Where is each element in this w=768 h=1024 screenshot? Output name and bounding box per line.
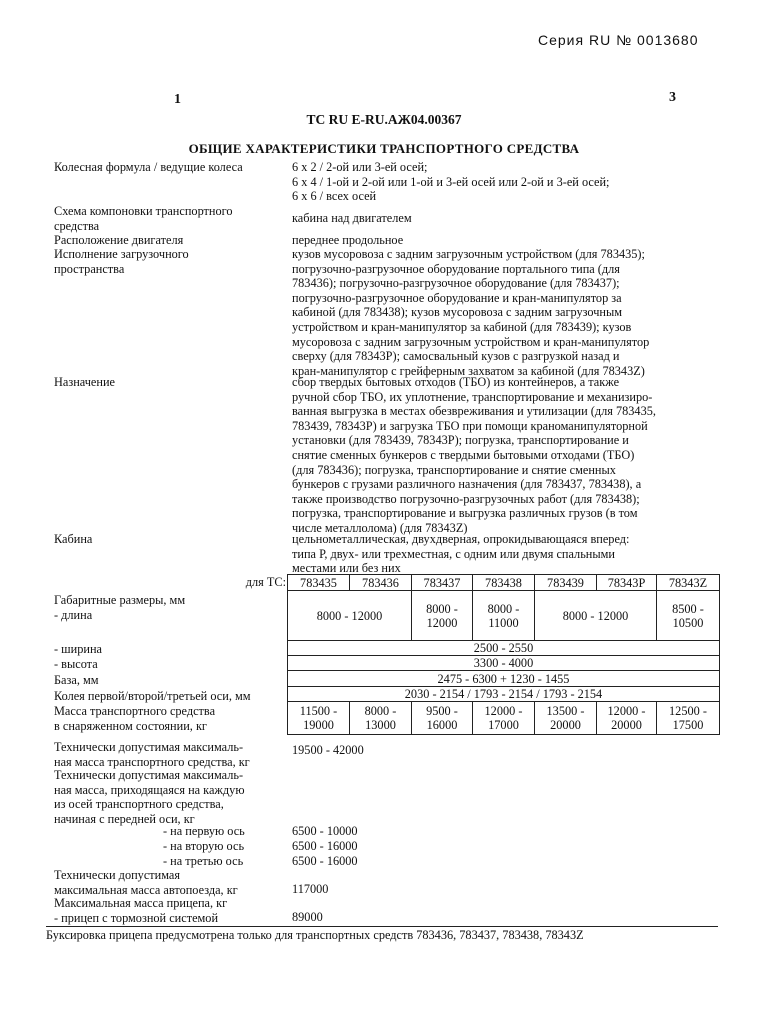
cell-line: 12000: [426, 615, 458, 630]
cell-line: 12500 -: [669, 704, 707, 718]
curb-mass-cell: [535, 702, 597, 735]
label-line: из осей транспортного средства,: [54, 797, 224, 812]
wheelbase-cell: 2475 - 6300 + 1230 - 1455: [288, 671, 720, 687]
curb-mass-cell: [597, 702, 657, 735]
track-cell: 2030 - 2154 / 1793 - 2154 / 1793 - 2154: [288, 687, 720, 702]
label-line: ная масса транспортного средства, кг: [54, 754, 250, 769]
text-line: кабиной (для 783438); кузов мусоровоза с задним загрузочным: [292, 305, 623, 320]
axle-mass-label: [54, 768, 286, 826]
wheel-formula-line: 6 х 6 / всех осей: [292, 189, 377, 204]
text-line: погрузка, транспортирование и выгрузка различных грузов (в том: [292, 506, 638, 521]
curb-mass-label: [54, 704, 286, 733]
cell-line: 8000 -: [364, 704, 397, 718]
label-line: Масса транспортного средства: [54, 704, 216, 718]
length-cell: [657, 591, 720, 641]
text-line: 783436); погрузочно-разгрузочное оборудование (для 783437);: [292, 276, 620, 291]
axle-first-label: - на первую ось: [163, 824, 245, 838]
model-cell: 783435: [288, 575, 350, 591]
engine-position-label: Расположение двигателя: [54, 233, 184, 247]
text-line: кран-манипулятор с грейферным захватом за кабиной (для 78343Z): [292, 363, 645, 378]
cell-line: 13500 -: [546, 704, 585, 718]
max-mass-label: [54, 740, 286, 769]
length-cell: [473, 591, 535, 641]
text-line: ручной сбор ТБО, их уплотнение, транспортирование и механизиро-: [292, 389, 653, 404]
text-line: типа Р, двух- или трехместная, с одним или двумя спальными: [292, 546, 616, 561]
text-line: погрузочно-разгрузочное оборудование портального типа (для: [292, 261, 620, 276]
cell-line: 9500 -: [426, 704, 458, 718]
text-line: местами или без них: [292, 561, 401, 576]
wheelbase-label: База, мм: [54, 673, 99, 687]
axle-second-label: - на вторую ось: [163, 839, 245, 853]
page-number-left: 1: [174, 92, 181, 107]
max-mass-value: 19500 - 42000: [292, 743, 364, 757]
cabin-label: Кабина: [54, 532, 93, 546]
label-line: пространства: [54, 261, 125, 276]
curb-mass-cell: [350, 702, 412, 735]
text-line: установки (для 783439, 78343Р); погрузка, транспортирование и: [292, 433, 629, 448]
cell-line: 12000 -: [607, 704, 646, 718]
model-cell: 783438: [473, 575, 535, 591]
cell-line: 8000 -: [487, 601, 520, 616]
cell-line: 16000: [426, 718, 458, 732]
page-number-right: 3: [669, 90, 676, 105]
length-cell: 8000 - 12000: [535, 591, 657, 641]
width-label: - ширина: [54, 642, 102, 656]
model-cell: 78343Р: [597, 575, 657, 591]
dimensions-table: [287, 574, 720, 735]
footer-divider: [46, 926, 718, 927]
axle-third-value: 6500 - 16000: [292, 854, 358, 868]
label-line: Технически допустимая максималь-: [54, 740, 244, 754]
wheel-formula-line: 6 х 4 / 1-ой и 2-ой или 1-ой и 3-ей осей или 2-ой и 3-ей осей;: [292, 174, 610, 189]
trailer-mass-label: [54, 896, 286, 925]
text-line: также производство погрузочно-разгрузочных работ (для 783438);: [292, 491, 640, 506]
curb-mass-cell: [412, 702, 473, 735]
wheel-formula-value: [292, 160, 722, 204]
wheel-formula-label: Колесная формула / ведущие колеса: [54, 160, 243, 174]
curb-mass-cell: [473, 702, 535, 735]
text-line: сверху (для 78343Р); самосвальный кузов с разгрузкой назад и: [292, 349, 620, 364]
label-line: ная масса, приходящаяся на каждую: [54, 782, 245, 797]
text-line: цельнометаллическая, двухдверная, опрокидывающаяся вперед:: [292, 532, 630, 546]
label-line: Технически допустимая: [54, 868, 181, 882]
axle-second-value: 6500 - 16000: [292, 839, 358, 853]
layout-scheme-label: [54, 204, 286, 233]
cell-line: 11000: [488, 615, 519, 630]
engine-position-value: переднее продольное: [292, 233, 404, 247]
text-line: бункеров с грузами различного назначения (для 783437, 783438), а: [292, 477, 642, 492]
purpose-label: Назначение: [54, 375, 116, 389]
models-row: [288, 575, 720, 591]
cell-line: 12000 -: [484, 704, 523, 718]
train-mass-label: [54, 868, 286, 897]
cell-line: 8500 -: [672, 601, 704, 616]
cell-line: 13000: [365, 718, 396, 732]
length-cell: 8000 - 12000: [288, 591, 412, 641]
curb-mass-cell: [657, 702, 720, 735]
length-cell: [412, 591, 473, 641]
axle-third-label: - на третью ось: [163, 854, 244, 868]
width-row: [288, 641, 720, 656]
text-line: числе металлолома) (для 78343Z): [292, 520, 468, 535]
label-line: - прицеп с тормозной системой: [54, 910, 219, 925]
footer-note: Буксировка прицепа предусмотрена только для транспортных средств 783436, 783437, 783438, 78343Z: [46, 928, 584, 942]
label-line: в снаряженном состоянии, кг: [54, 718, 207, 733]
curb-mass-row: [288, 702, 720, 735]
trailer-mass-value: 89000: [292, 910, 323, 924]
dimensions-label: Габаритные размеры, мм: [54, 593, 186, 607]
cell-line: 17500: [672, 718, 704, 732]
document-number: ТС RU E-RU.АЖ04.00367: [306, 112, 462, 127]
model-cell: 78343Z: [657, 575, 720, 591]
wheelbase-row: [288, 671, 720, 687]
cargo-space-label: [54, 247, 286, 276]
purpose-value: [292, 375, 722, 536]
layout-scheme-value: кабина над двигателем: [292, 211, 412, 225]
wheel-formula-line: 6 х 2 / 2-ой или 3-ей осей;: [292, 160, 428, 174]
model-cell: 783437: [412, 575, 473, 591]
text-line: устройством и кран-манипулятор за кабиной (для 783439); кузов: [292, 319, 632, 334]
cell-line: 10500: [672, 615, 704, 630]
label-line: начиная с передней оси, кг: [54, 811, 195, 826]
label-line: Максимальная масса прицепа, кг: [54, 896, 228, 910]
width-cell: 2500 - 2550: [288, 641, 720, 656]
model-cell: 783436: [350, 575, 412, 591]
text-line: погрузочно-разгрузочное оборудование и кран-манипулятор за: [292, 290, 622, 305]
track-row: [288, 687, 720, 702]
length-row: [288, 591, 720, 641]
height-label: - высота: [54, 657, 98, 671]
cargo-space-value: [292, 247, 722, 378]
text-line: (для 783436); погрузка, транспортирование и снятие сменных: [292, 462, 616, 477]
label-line: средства: [54, 218, 100, 233]
track-label: Колея первой/второй/третьей оси, мм: [54, 689, 251, 703]
cell-line: 20000: [550, 718, 581, 732]
text-line: мусоровоза с задним загрузочным устройством и кран-манипулятор: [292, 334, 650, 349]
height-row: [288, 656, 720, 671]
curb-mass-cell: [288, 702, 350, 735]
text-line: 783439, 78343Р) и загрузка ТБО при помощи краноманипуляторной: [292, 418, 648, 433]
cell-line: 19000: [303, 718, 334, 732]
models-label: для ТС:: [245, 575, 286, 589]
height-cell: 3300 - 4000: [288, 656, 720, 671]
label-line: Исполнение загрузочного: [54, 247, 189, 261]
section-title: ОБЩИЕ ХАРАКТЕРИСТИКИ ТРАНСПОРТНОГО СРЕДСТВА: [188, 141, 580, 156]
label-line: максимальная масса автопоезда, кг: [54, 882, 238, 897]
cell-line: 8000 -: [426, 601, 458, 616]
train-mass-value: 117000: [292, 882, 329, 896]
text-line: кузов мусоровоза с задним загрузочным устройством (для 783435);: [292, 247, 645, 261]
text-line: сбор твердых бытовых отходов (ТБО) из контейнеров, а также: [292, 375, 620, 389]
cell-line: 11500 -: [299, 704, 338, 718]
text-line: снятие сменных бункеров с твердыми бытовыми отходами (ТБО): [292, 447, 635, 462]
label-line: Технически допустимая максималь-: [54, 768, 244, 782]
model-cell: 783439: [535, 575, 597, 591]
text-line: ванная выгрузка в местах обезвреживания и утилизации (для 783435,: [292, 404, 656, 419]
series-number: Серия RU № 0013680: [538, 32, 699, 48]
label-line: Схема компоновки транспортного: [54, 204, 233, 218]
axle-first-value: 6500 - 10000: [292, 824, 358, 838]
length-label: - длина: [54, 608, 93, 622]
cell-line: 17000: [488, 718, 519, 732]
cabin-value: [292, 532, 722, 576]
cell-line: 20000: [611, 718, 642, 732]
